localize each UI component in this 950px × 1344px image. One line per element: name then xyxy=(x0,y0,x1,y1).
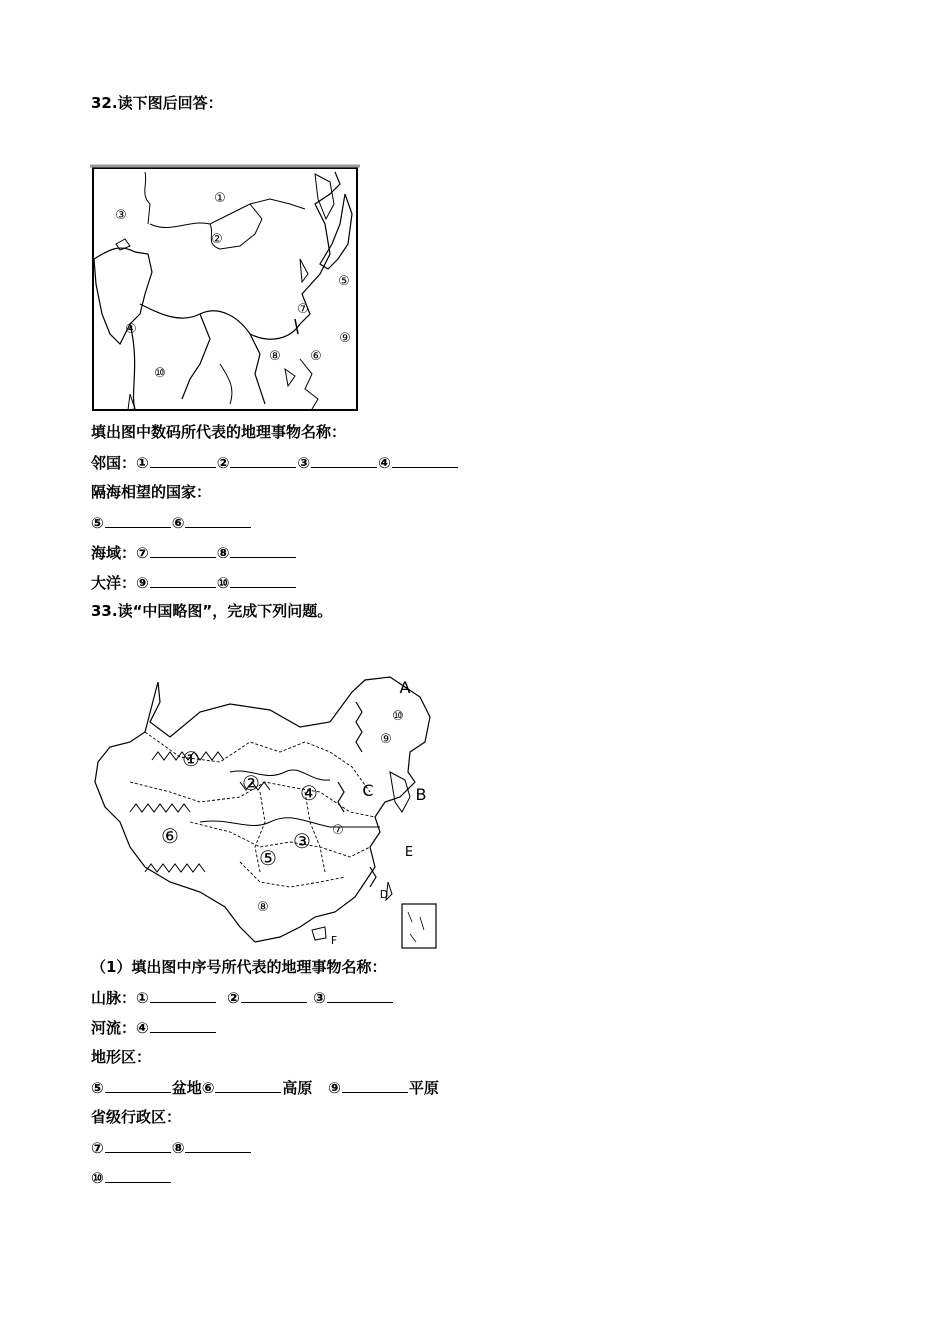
q33-terrain-label: 地形区： xyxy=(91,1048,152,1066)
terrain-num-6: ⑥ xyxy=(201,1079,215,1097)
q33-province-row-2 xyxy=(91,1167,172,1188)
china-map-svg xyxy=(90,672,440,952)
q32-across-sea-label: 隔海相望的国家： xyxy=(91,483,212,501)
neighbor-blank-3[interactable] xyxy=(311,452,377,468)
asia-label-4: ④ xyxy=(125,322,137,337)
q32-title: 32.读下图后回答： xyxy=(91,94,223,112)
asia-label-9: ⑨ xyxy=(339,331,351,346)
q32-neighbors-row xyxy=(91,452,459,473)
across-sea-num-5: ⑤ xyxy=(91,514,104,532)
terrain-blank-5[interactable] xyxy=(105,1077,171,1093)
q33-province-row-1 xyxy=(91,1137,252,1158)
province-blank-10[interactable] xyxy=(105,1167,171,1183)
terrain-blank-9[interactable] xyxy=(342,1077,408,1093)
oceans-blank-10[interactable] xyxy=(230,572,296,588)
china-letter-F: F xyxy=(330,934,338,947)
q33-mountains-row xyxy=(91,987,394,1008)
q32-across-sea-row xyxy=(91,512,252,533)
china-letter-D: D xyxy=(379,888,389,901)
asia-label-3: ③ xyxy=(115,208,127,223)
asia-label-6: ⑥ xyxy=(310,349,322,364)
china-label-2: ② xyxy=(242,771,260,795)
china-map-figure xyxy=(90,672,440,952)
china-letter-B: B xyxy=(415,785,427,804)
china-label-3: ③ xyxy=(293,829,311,853)
china-label-9: ⑨ xyxy=(380,732,392,747)
oceans-num-10: ⑩ xyxy=(216,574,230,592)
q32-oceans-row xyxy=(91,572,297,593)
neighbor-num-2: ② xyxy=(216,454,230,472)
terrain-num-5: ⑤ xyxy=(91,1079,104,1097)
neighbor-num-4: ④ xyxy=(378,454,391,472)
oceans-blank-9[interactable] xyxy=(150,572,216,588)
asia-map-figure xyxy=(90,164,360,412)
asia-map-svg xyxy=(90,164,360,412)
q32-instruction: 填出图中数码所代表的地理事物名称： xyxy=(91,423,347,441)
china-label-6: ⑥ xyxy=(161,824,179,848)
across-sea-num-6: ⑥ xyxy=(171,514,185,532)
oceans-num-9: ⑨ xyxy=(136,574,149,592)
mountain-blank-2[interactable] xyxy=(241,987,307,1003)
terrain-suffix-9: 平原 xyxy=(408,1079,439,1097)
china-label-8: ⑧ xyxy=(257,900,269,915)
neighbor-num-1: ① xyxy=(136,454,149,472)
neighbor-blank-4[interactable] xyxy=(392,452,458,468)
q33-province-label: 省级行政区： xyxy=(91,1108,182,1126)
mountain-num-1: ① xyxy=(136,989,149,1007)
terrain-suffix-6: 高原 xyxy=(282,1079,313,1097)
mountain-blank-3[interactable] xyxy=(327,987,393,1003)
oceans-label: 大洋： xyxy=(91,574,137,592)
seas-blank-8[interactable] xyxy=(230,542,296,558)
china-letter-C: C xyxy=(362,781,374,800)
china-letter-E: E xyxy=(404,845,414,860)
neighbor-num-3: ③ xyxy=(297,454,311,472)
mountains-label: 山脉： xyxy=(91,989,137,1007)
province-num-8: ⑧ xyxy=(171,1139,185,1157)
neighbor-blank-1[interactable] xyxy=(150,452,216,468)
across-sea-blank-5[interactable] xyxy=(105,512,171,528)
neighbors-label: 邻国： xyxy=(91,454,137,472)
province-num-10: ⑩ xyxy=(91,1169,104,1187)
q32-seas-row xyxy=(91,542,297,563)
province-blank-8[interactable] xyxy=(185,1137,251,1153)
asia-label-8: ⑧ xyxy=(269,349,281,364)
terrain-suffix-5: 盆地 xyxy=(171,1079,202,1097)
china-label-5: ⑤ xyxy=(259,846,277,870)
asia-label-1: ① xyxy=(214,191,226,206)
seas-label: 海域： xyxy=(91,544,137,562)
terrain-blank-6[interactable] xyxy=(215,1077,281,1093)
china-label-4: ④ xyxy=(300,781,318,805)
asia-label-7: ⑦ xyxy=(297,302,309,317)
seas-blank-7[interactable] xyxy=(150,542,216,558)
china-label-7: ⑦ xyxy=(332,823,344,838)
q33-title: 33.读“中国略图”，完成下列问题。 xyxy=(91,602,333,620)
asia-label-10: ⑩ xyxy=(154,366,166,381)
seas-num-7: ⑦ xyxy=(136,544,149,562)
china-label-1: ① xyxy=(182,747,200,771)
across-sea-blank-6[interactable] xyxy=(185,512,251,528)
mountain-num-2: ② xyxy=(227,989,240,1007)
china-label-10: ⑩ xyxy=(392,709,404,724)
province-blank-7[interactable] xyxy=(105,1137,171,1153)
asia-label-5: ⑤ xyxy=(338,274,350,289)
terrain-num-9: ⑨ xyxy=(328,1079,341,1097)
seas-num-8: ⑧ xyxy=(216,544,230,562)
mountain-blank-1[interactable] xyxy=(150,987,216,1003)
q33-terrain-row xyxy=(91,1077,439,1098)
river-num-4: ④ xyxy=(136,1019,149,1037)
province-num-7: ⑦ xyxy=(91,1139,104,1157)
mountain-num-3: ③ xyxy=(313,989,326,1007)
neighbor-blank-2[interactable] xyxy=(230,452,296,468)
china-letter-A: A xyxy=(399,678,411,697)
rivers-label: 河流： xyxy=(91,1019,137,1037)
q33-rivers-row xyxy=(91,1017,217,1038)
asia-label-2: ② xyxy=(211,232,223,247)
river-blank-4[interactable] xyxy=(150,1017,216,1033)
q33-part1: （1）填出图中序号所代表的地理事物名称： xyxy=(91,958,387,976)
